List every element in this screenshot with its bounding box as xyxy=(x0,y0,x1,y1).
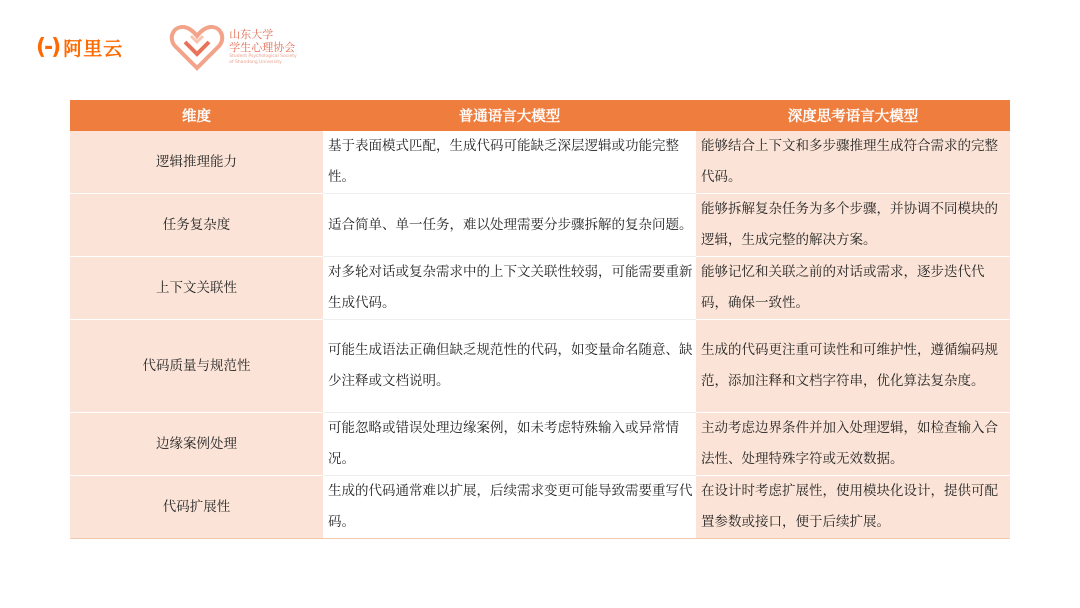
header-deep-llm: 深度思考语言大模型 xyxy=(696,100,1010,131)
table-row xyxy=(70,320,1010,413)
table-header-row xyxy=(70,100,1010,131)
dimension-cell: 上下文关联性 xyxy=(70,257,323,320)
normal-llm-cell: 生成的代码通常难以扩展，后续需求变更可能导致需要重写代码。 xyxy=(323,476,696,539)
header-normal-llm: 普通语言大模型 xyxy=(323,100,696,131)
table-row xyxy=(70,131,1010,194)
sdu-line3: Student Psychological Society xyxy=(229,54,297,59)
aliyun-logo xyxy=(36,34,123,61)
normal-llm-cell: 可能生成语法正确但缺乏规范性的代码，如变量命名随意、缺少注释或文档说明。 xyxy=(323,320,696,413)
table-row xyxy=(70,476,1010,539)
normal-llm-cell: 基于表面模式匹配，生成代码可能缺乏深层逻辑或功能完整性。 xyxy=(323,131,696,194)
table-row xyxy=(70,194,1010,257)
dimension-cell: 逻辑推理能力 xyxy=(70,131,323,194)
dimension-cell: 代码扩展性 xyxy=(70,476,323,539)
normal-llm-cell: 可能忽略或错误处理边缘案例，如未考虑特殊输入或异常情况。 xyxy=(323,413,696,476)
sdu-line4: of Shandong University xyxy=(229,60,282,65)
deep-llm-cell: 主动考虑边界条件并加入处理逻辑，如检查输入合法性、处理特殊字符或无效数据。 xyxy=(696,413,1010,476)
sdu-line1: 山东大学 xyxy=(229,28,274,41)
normal-llm-cell: 适合简单、单一任务，难以处理需要分步骤拆解的复杂问题。 xyxy=(323,194,696,257)
normal-llm-cell: 对多轮对话或复杂需求中的上下文关联性较弱，可能需要重新生成代码。 xyxy=(323,257,696,320)
aliyun-name: 阿里云 xyxy=(63,37,124,60)
dimension-cell: 边缘案例处理 xyxy=(70,413,323,476)
header-dimension: 维度 xyxy=(70,100,323,131)
sdu-association-logo xyxy=(169,22,296,72)
table-row xyxy=(70,413,1010,476)
header-logos xyxy=(36,22,297,72)
heart-emblem-icon xyxy=(169,22,225,72)
table-row xyxy=(70,257,1010,320)
deep-llm-cell: 能够结合上下文和多步骤推理生成符合需求的完整代码。 xyxy=(696,131,1010,194)
dimension-cell: 任务复杂度 xyxy=(70,194,323,257)
sdu-line2: 学生心理协会 xyxy=(229,41,296,54)
sdu-text xyxy=(229,28,296,66)
aliyun-mark-icon: (-) xyxy=(36,34,60,60)
comparison-table xyxy=(70,100,1010,539)
deep-llm-cell: 生成的代码更注重可读性和可维护性，遵循编码规范，添加注释和文档字符串，优化算法复杂度。 xyxy=(696,320,1010,413)
deep-llm-cell: 能够记忆和关联之前的对话或需求，逐步迭代代码，确保一致性。 xyxy=(696,257,1010,320)
deep-llm-cell: 在设计时考虑扩展性，使用模块化设计，提供可配置参数或接口，便于后续扩展。 xyxy=(696,476,1010,539)
dimension-cell: 代码质量与规范性 xyxy=(70,320,323,413)
deep-llm-cell: 能够拆解复杂任务为多个步骤，并协调不同模块的逻辑，生成完整的解决方案。 xyxy=(696,194,1010,257)
